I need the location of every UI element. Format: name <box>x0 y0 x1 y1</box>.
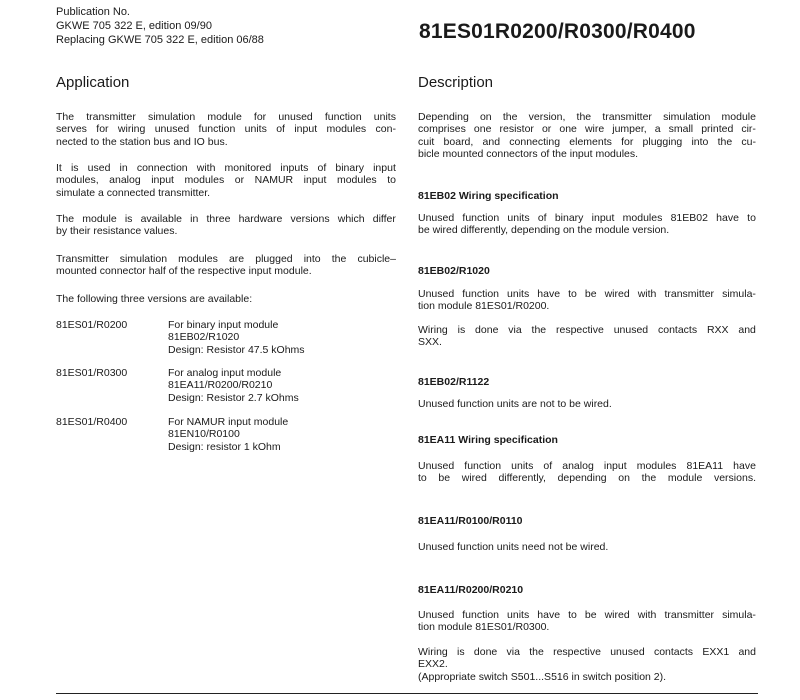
text-line: bicle mounted connectors of the input modules. <box>418 147 639 160</box>
text-line: Design: Resistor 47.5 kOhms <box>168 343 305 356</box>
application-paragraph <box>56 111 396 148</box>
text-line: cuit board, and connecting elements for plugging into the cu- <box>418 135 756 148</box>
text-line: tion module 81ES01/R0200. <box>418 300 550 313</box>
publication-info <box>56 5 264 47</box>
text-line: The following three versions are available: <box>56 293 253 305</box>
text-line: modules, analog input modules or NAMUR input modules to <box>56 174 396 187</box>
text-line: For analog input module <box>168 367 282 379</box>
section-paragraph <box>418 212 756 237</box>
section-paragraph <box>418 398 756 410</box>
text-line: Design: resistor 1 kOhm <box>168 440 281 453</box>
text-line: Unused function units of analog input modules 81EA11 have <box>418 460 756 472</box>
text-line: nected to the station bus and IO bus. <box>56 135 228 148</box>
application-heading: Application <box>56 74 130 91</box>
version-description <box>168 416 288 453</box>
text-line: 81EB02/R1020 <box>168 331 240 344</box>
replacing-edition: Replacing GKWE 705 322 E, edition 06/88 <box>56 34 264 46</box>
version-code: 81ES01/R0200 <box>56 319 128 331</box>
text-line: For binary input module <box>168 319 279 331</box>
document-title: 81ES01R0200/R0300/R0400 <box>419 20 696 43</box>
text-line: mounted connector half of the respective input module. <box>56 265 312 278</box>
text-line: The module is available in three hardware versions which differ <box>56 213 396 225</box>
text-line: be wired differently, depending on the module version. <box>418 224 670 237</box>
section-heading: 81EB02/R1020 <box>418 265 490 277</box>
text-line: Unused function units are not to be wired. <box>418 398 612 410</box>
text-line: simulate a connected transmitter. <box>56 186 211 199</box>
text-line: It is used in connection with monitored inputs of binary input <box>56 162 396 174</box>
text-line: tion module 81ES01/R0300. <box>418 621 550 634</box>
text-line: EXX2. <box>418 658 448 671</box>
section-paragraph <box>418 609 756 634</box>
text-line: Wiring is done via the respective unused contacts RXX and <box>418 324 756 336</box>
publication-label: Publication No. <box>56 6 130 18</box>
version-code: 81ES01/R0400 <box>56 416 128 428</box>
text-line: Unused function units have to be wired with transmitter simula- <box>418 609 756 621</box>
text-line: to be wired differently, depending on the module versions. <box>418 472 756 485</box>
publication-number: GKWE 705 322 E, edition 09/90 <box>56 20 212 32</box>
text-line: 81EN10/R0100 <box>168 428 240 441</box>
version-description <box>168 367 299 404</box>
bottom-divider <box>56 693 758 694</box>
text-line: by their resistance values. <box>56 225 178 238</box>
section-paragraph <box>418 541 756 553</box>
section-paragraph <box>418 324 756 349</box>
version-description <box>168 319 305 356</box>
section-heading: 81EB02/R1122 <box>418 376 490 388</box>
text-line: Wiring is done via the respective unused contacts EXX1 and <box>418 646 756 658</box>
text-line: Depending on the version, the transmitter simulation module <box>418 111 756 123</box>
text-line: Unused function units of binary input modules 81EB02 have to <box>418 212 756 224</box>
application-paragraph <box>56 293 396 305</box>
application-paragraph <box>56 162 396 199</box>
text-line: serves for wiring unused function units of input modules con- <box>56 123 396 136</box>
application-paragraph <box>56 253 396 278</box>
section-heading: 81EA11/R0100/R0110 <box>418 515 523 527</box>
text-line: 81EA11/R0200/R0210 <box>168 379 273 392</box>
description-heading: Description <box>418 74 494 91</box>
text-line: For NAMUR input module <box>168 416 289 428</box>
section-heading: 81EA11/R0200/R0210 <box>418 584 524 596</box>
section-heading: 81EA11 Wiring specification <box>418 434 558 446</box>
text-line: comprises one resistor or one wire jumper, a small printed cir- <box>418 123 756 136</box>
version-code: 81ES01/R0300 <box>56 367 128 379</box>
section-heading: 81EB02 Wiring specification <box>418 190 559 202</box>
section-paragraph <box>418 288 756 313</box>
text-line: (Appropriate switch S501...S516 in switch position 2). <box>418 670 667 683</box>
section-paragraph <box>418 646 756 683</box>
section-paragraph <box>418 460 756 485</box>
text-line: Design: Resistor 2.7 kOhms <box>168 391 299 404</box>
text-line: Unused function units have to be wired with transmitter simula- <box>418 288 756 300</box>
text-line: The transmitter simulation module for unused function units <box>56 111 396 123</box>
text-line: SXX. <box>418 336 442 349</box>
text-line: Transmitter simulation modules are plugged into the cubicle– <box>56 253 396 265</box>
application-paragraph <box>56 213 396 238</box>
text-line: Unused function units need not be wired. <box>418 541 609 553</box>
description-intro <box>418 111 756 160</box>
